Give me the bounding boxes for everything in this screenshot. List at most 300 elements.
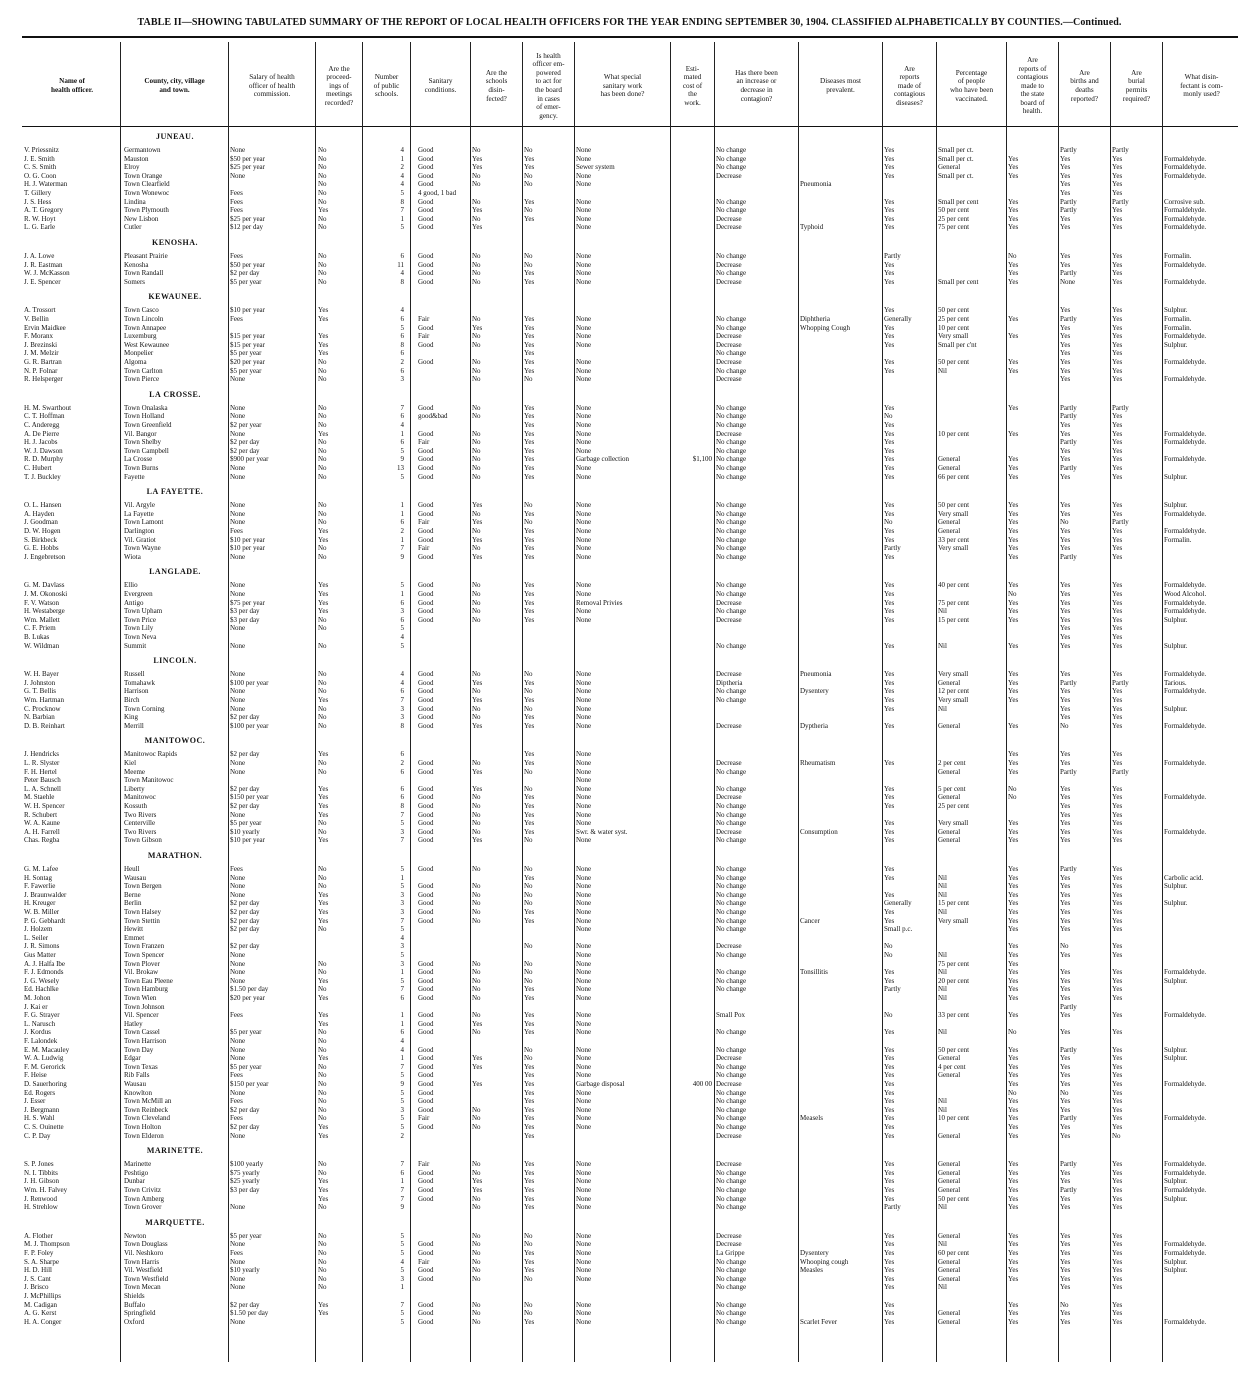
table-row — [0, 1011, 1259, 1020]
table-cell: Partly — [884, 1203, 901, 1212]
table-cell: No — [318, 1062, 327, 1071]
table-cell: No — [472, 472, 481, 481]
table-cell: Diptheria — [716, 678, 743, 687]
table-cell — [1008, 189, 1058, 198]
table-cell: Yes — [524, 1019, 535, 1028]
table-cell: Yes — [524, 464, 535, 472]
table-cell: Good — [418, 836, 434, 845]
table-cell — [1112, 960, 1160, 969]
table-cell: Town Campbell — [124, 446, 169, 455]
table-cell: None — [576, 590, 592, 598]
table-cell: Good — [418, 784, 434, 793]
table-cell: 6 — [400, 687, 404, 696]
table-cell: No change — [716, 412, 747, 421]
table-cell: No — [318, 1240, 327, 1249]
table-cell: Yes — [472, 501, 483, 510]
table-cell: J. H. Gibson — [24, 1177, 60, 1186]
table-row — [0, 934, 1259, 943]
table-cell: 50 per cent — [938, 1045, 970, 1054]
table-cell — [800, 819, 880, 828]
table-cell: Yes — [472, 223, 483, 232]
table-cell: Nil — [938, 882, 947, 891]
table-cell: No change — [716, 1114, 747, 1123]
table-cell: 4 — [400, 171, 404, 180]
table-cell: No change — [716, 421, 747, 429]
table-row — [0, 1283, 1259, 1292]
table-cell: Town Harris — [124, 1257, 160, 1266]
table-cell: $10 per year — [230, 836, 265, 845]
table-cell: None — [576, 819, 592, 828]
table-cell: No — [318, 1105, 327, 1114]
table-cell: Wm. Hartman — [24, 696, 65, 704]
table-cell: Partly — [1060, 767, 1077, 776]
table-cell — [800, 544, 880, 553]
table-cell — [800, 1063, 880, 1072]
county-heading: KEWAUNEE. — [148, 292, 202, 302]
table-cell — [716, 1020, 796, 1029]
table-cell: Sulphur. — [1164, 641, 1188, 650]
table-row — [0, 1028, 1259, 1037]
table-cell: Yes — [1008, 951, 1019, 959]
table-cell: 5 — [400, 951, 404, 959]
table-cell: F. Moranx — [24, 332, 53, 341]
table-cell — [524, 925, 572, 934]
table-cell — [716, 994, 796, 1003]
table-cell: No change — [716, 1071, 747, 1080]
table-cell: Yes — [1112, 750, 1123, 759]
table-cell — [418, 776, 468, 785]
table-cell: None — [230, 464, 246, 472]
table-cell: Yes — [884, 1194, 895, 1203]
table-cell: Good — [418, 1028, 434, 1037]
table-cell — [800, 1123, 880, 1132]
table-cell — [1060, 934, 1108, 943]
table-cell: Yes — [1008, 163, 1019, 172]
table-cell: C. S. Ouinette — [24, 1123, 64, 1131]
table-cell — [672, 1037, 712, 1046]
table-cell: No — [318, 1088, 327, 1097]
table-cell — [672, 261, 712, 270]
table-cell: Yes — [318, 810, 329, 819]
table-cell: Yes — [1112, 607, 1123, 616]
table-cell: Good — [418, 827, 434, 836]
table-cell: Yes — [1008, 678, 1019, 687]
table-cell: W. J. Dawson — [24, 446, 63, 455]
table-cell: No — [472, 358, 481, 366]
table-cell: L. Seiler — [24, 933, 49, 942]
table-cell: Yes — [318, 899, 329, 908]
table-cell — [800, 1046, 880, 1055]
table-cell: Yes — [1060, 696, 1071, 704]
table-cell — [672, 341, 712, 350]
table-cell: Yes — [1112, 1114, 1123, 1123]
table-cell: None — [576, 916, 592, 925]
table-cell — [472, 624, 520, 633]
table-cell: No — [318, 670, 327, 679]
table-cell: Nil — [938, 951, 947, 959]
table-cell — [1112, 1292, 1160, 1301]
table-cell — [800, 599, 880, 608]
table-cell: Berne — [124, 890, 141, 899]
table-cell: Decrease — [716, 375, 742, 384]
table-cell: None — [230, 959, 246, 968]
table-cell — [418, 942, 468, 951]
table-cell: Yes — [524, 1123, 535, 1131]
table-cell: No change — [716, 323, 747, 332]
table-cell: Scarlet Fever — [800, 1317, 838, 1326]
table-cell: Yes — [318, 590, 329, 598]
table-cell: Yes — [318, 581, 329, 590]
table-cell: Yes — [524, 802, 535, 810]
table-cell: Pneumonia — [800, 180, 832, 189]
table-cell: New Lisbon — [124, 214, 159, 223]
table-cell: No — [472, 214, 481, 223]
table-cell: Yes — [524, 1257, 535, 1266]
table-cell: Springfield — [124, 1309, 156, 1318]
table-cell: None — [576, 464, 592, 472]
table-cell: Yes — [884, 206, 895, 215]
table-cell: Yes — [884, 1054, 895, 1063]
table-cell: Yes — [1060, 1080, 1071, 1088]
county-heading: MARINETTE. — [146, 1146, 204, 1156]
table-cell: $3 per day — [230, 615, 260, 624]
table-cell: Decrease — [716, 670, 742, 679]
table-cell: Yes — [1112, 985, 1123, 994]
table-cell: None — [576, 810, 592, 819]
table-cell: Yes — [884, 802, 895, 810]
table-cell: No — [472, 1274, 481, 1283]
table-cell: 15 per cent — [938, 615, 970, 624]
table-cell: Yes — [1008, 501, 1019, 510]
table-cell: Decrease — [716, 1231, 742, 1240]
table-cell: None — [576, 269, 592, 278]
table-cell: Partly — [1112, 403, 1129, 412]
table-cell: Yes — [1060, 882, 1071, 891]
table-cell — [800, 163, 880, 172]
table-cell: Yes — [884, 1045, 895, 1054]
table-cell — [938, 269, 1006, 278]
table-cell: None — [230, 501, 246, 510]
table-cell: Formaldehyde. — [1164, 687, 1207, 696]
table-cell: Yes — [1112, 349, 1123, 358]
table-cell: Formalin. — [1164, 535, 1192, 544]
table-cell: No — [524, 180, 533, 189]
table-row — [0, 1106, 1259, 1115]
table-cell: Yes — [1008, 899, 1019, 908]
table-cell: No change — [716, 1186, 747, 1194]
table-cell: Wausau — [124, 1080, 146, 1088]
table-cell: No — [1112, 1131, 1121, 1140]
table-cell: Good — [418, 1309, 434, 1318]
table-cell: No — [472, 1203, 481, 1212]
table-cell: No — [524, 959, 533, 968]
table-cell — [938, 934, 1006, 943]
table-cell: Good — [418, 696, 434, 704]
table-cell: Town Manitowoc — [124, 776, 174, 785]
table-cell: Yes — [1112, 464, 1123, 472]
table-cell: General — [938, 1168, 961, 1177]
table-cell: No — [472, 1160, 481, 1169]
table-cell: No — [472, 615, 481, 624]
table-row — [0, 750, 1259, 759]
table-row — [0, 404, 1259, 413]
table-cell: Yes — [1112, 412, 1123, 421]
table-cell: No — [318, 180, 327, 189]
table-cell: N. Barbian — [24, 713, 55, 722]
table-cell: Good — [418, 1177, 434, 1186]
table-cell: Nil — [938, 908, 947, 916]
table-cell: Good — [418, 704, 434, 713]
table-cell — [1060, 1020, 1108, 1029]
table-cell — [800, 607, 880, 616]
table-cell: Yes — [1112, 306, 1123, 315]
table-cell: None — [230, 1203, 246, 1212]
table-row — [0, 1089, 1259, 1098]
table-cell: Yes — [318, 994, 329, 1002]
table-cell: Yes — [1060, 340, 1071, 349]
table-cell: 5 — [400, 865, 404, 873]
table-cell: J. Holzem — [24, 925, 53, 934]
table-cell — [418, 1232, 468, 1241]
table-cell: 4 — [400, 146, 404, 154]
table-cell: Sulphur. — [1164, 472, 1188, 481]
table-cell: Yes — [1008, 1114, 1019, 1123]
table-cell: No — [318, 1257, 327, 1266]
table-cell — [524, 934, 572, 943]
table-cell: Yes — [1112, 1266, 1123, 1275]
table-cell: Yes — [1008, 908, 1019, 916]
table-cell: G. M. Lafee — [24, 865, 59, 873]
table-row — [0, 874, 1259, 883]
table-cell: None — [576, 1123, 592, 1131]
table-cell: Birch — [124, 696, 140, 704]
table-cell — [672, 501, 712, 510]
table-cell: Mauston — [124, 154, 149, 163]
table-cell: No change — [716, 865, 747, 873]
table-cell: None — [230, 375, 246, 384]
table-cell: 1 — [400, 501, 404, 510]
table-cell — [576, 1283, 668, 1292]
table-cell: Yes — [884, 1062, 895, 1071]
table-cell: Kenosha — [124, 260, 149, 269]
table-cell: Ellio — [124, 581, 138, 590]
table-cell: Yes — [1008, 171, 1019, 180]
table-cell — [1164, 696, 1240, 705]
table-cell — [672, 1232, 712, 1241]
table-row — [0, 1275, 1259, 1284]
table-cell: Yes — [1112, 1317, 1123, 1326]
table-cell: Yes — [1060, 581, 1071, 590]
table-cell — [800, 925, 880, 934]
table-cell: Yes — [884, 1317, 895, 1326]
table-cell: 2 — [400, 1131, 404, 1140]
table-cell — [472, 349, 520, 358]
table-cell: No — [318, 403, 327, 412]
table-row — [0, 553, 1259, 562]
table-cell: 5 — [400, 446, 404, 455]
table-row — [0, 802, 1259, 811]
table-cell: Town Harrison — [124, 1037, 167, 1045]
table-cell: None — [576, 206, 592, 215]
table-cell: W. A. Kaune — [24, 819, 60, 828]
table-cell: Yes — [318, 206, 329, 215]
table-cell: $25 yearly — [230, 1177, 260, 1186]
table-cell — [800, 1177, 880, 1186]
column-header: Are reports made of contagious diseases? — [893, 64, 926, 107]
table-cell: J. Engebretson — [24, 552, 66, 561]
table-cell: No change — [716, 968, 747, 977]
table-cell: Good — [418, 882, 434, 891]
table-cell: Formaldehyde. — [1164, 607, 1207, 616]
table-cell: Lindina — [124, 197, 146, 206]
table-cell — [800, 1132, 880, 1141]
table-cell: Yes — [1112, 704, 1123, 713]
table-row — [0, 189, 1259, 198]
column-header: Name of health officer. — [50, 77, 94, 94]
table-cell: R. D. Murphy — [24, 455, 64, 464]
table-cell: No — [524, 882, 533, 891]
table-cell: 1 — [400, 429, 404, 438]
table-cell: 2 — [400, 759, 404, 767]
table-cell: No — [472, 1266, 481, 1275]
table-cell: Dunbar — [124, 1177, 145, 1186]
table-cell — [884, 375, 934, 384]
table-cell: Yes — [318, 836, 329, 845]
table-cell: Yes — [1060, 429, 1071, 438]
table-cell: Yes — [524, 315, 535, 323]
table-cell: 50 per cent — [938, 1194, 970, 1203]
table-cell: Good — [418, 1249, 434, 1257]
table-cell — [418, 1003, 468, 1012]
table-cell: Partly — [1112, 197, 1129, 206]
table-cell: La Fayette — [124, 509, 154, 518]
table-row — [0, 768, 1259, 777]
table-cell: Very small — [938, 509, 969, 518]
table-cell: Yes — [1060, 916, 1071, 925]
table-cell: Yes — [318, 349, 329, 358]
table-cell: V. Priessnitz — [24, 146, 59, 154]
table-cell: None — [576, 959, 592, 968]
table-cell: No — [524, 518, 533, 527]
table-cell — [800, 269, 880, 278]
table-cell: No — [472, 1317, 481, 1326]
table-cell: Decrease — [716, 358, 742, 366]
table-cell: Summit — [124, 641, 147, 650]
table-cell: $10 per year — [230, 306, 265, 315]
table-cell — [800, 679, 880, 688]
table-cell: 7 — [400, 403, 404, 412]
table-cell: Good — [418, 323, 434, 332]
table-cell: Yes — [1008, 942, 1019, 951]
table-cell: Partly — [884, 544, 901, 553]
table-cell — [1008, 1037, 1058, 1046]
table-cell: Good — [418, 501, 434, 510]
table-cell: 5 — [400, 1097, 404, 1106]
table-cell — [800, 1080, 880, 1089]
table-cell: Yes — [1008, 865, 1019, 873]
table-cell: Good — [418, 899, 434, 908]
table-cell: Yes — [884, 793, 895, 802]
table-cell: Yes — [1060, 641, 1071, 650]
table-cell: Yes — [884, 1300, 895, 1309]
table-cell: 7 — [400, 810, 404, 819]
table-cell — [800, 1232, 880, 1241]
county-heading: MARATHON. — [147, 851, 203, 860]
table-cell: Vil. Spencer — [124, 1011, 159, 1020]
table-cell — [800, 581, 880, 590]
table-cell — [716, 1292, 796, 1301]
table-cell: No — [318, 1168, 327, 1177]
table-cell: None — [576, 1019, 592, 1028]
table-cell: $5 per year — [230, 1062, 262, 1071]
table-cell: A. H. Farrell — [24, 827, 60, 836]
table-cell — [672, 1195, 712, 1204]
column-header: What disin- fectant is com- monly used? — [1180, 73, 1223, 99]
table-cell: Yes — [1112, 340, 1123, 349]
table-cell — [800, 155, 880, 164]
table-cell — [1164, 1292, 1240, 1301]
table-cell — [938, 189, 1006, 198]
table-cell: No — [318, 959, 327, 968]
table-cell: 7 — [400, 1160, 404, 1169]
table-cell: General — [938, 1186, 961, 1194]
table-cell — [672, 1160, 712, 1169]
table-cell — [800, 375, 880, 384]
table-cell: Town Stettin — [124, 916, 160, 925]
table-cell: No — [472, 1028, 481, 1037]
table-cell: Measels — [800, 1114, 823, 1123]
table-cell: Yes — [472, 1177, 483, 1186]
table-cell: 3 — [400, 890, 404, 899]
table-cell — [800, 891, 880, 900]
table-cell — [800, 189, 880, 198]
table-cell: Good — [418, 455, 434, 464]
table-cell: None — [576, 197, 592, 206]
table-cell: Yes — [884, 1186, 895, 1194]
table-cell: Yes — [1060, 873, 1071, 882]
table-cell: Yes — [1112, 899, 1123, 908]
table-cell: No — [472, 819, 481, 828]
table-cell: None — [576, 750, 592, 759]
table-cell — [716, 776, 796, 785]
table-cell — [472, 874, 520, 883]
table-cell: J. E. Spencer — [24, 277, 61, 286]
table-cell — [800, 1020, 880, 1029]
table-cell — [672, 1003, 712, 1012]
table-cell — [800, 1037, 880, 1046]
table-cell: No — [318, 624, 327, 633]
table-cell — [938, 412, 1006, 421]
table-cell: Yes — [884, 1177, 895, 1186]
table-cell: Decrease — [716, 223, 742, 232]
table-cell: Partly — [1112, 518, 1129, 527]
table-cell: Yes — [1008, 1274, 1019, 1283]
table-cell — [672, 687, 712, 696]
table-cell: Yes — [318, 1054, 329, 1063]
table-cell — [1164, 925, 1240, 934]
table-cell: $3 per day — [230, 1186, 260, 1194]
table-cell — [1164, 1063, 1240, 1072]
table-cell: 5 — [400, 624, 404, 633]
table-cell: Good — [418, 171, 434, 180]
table-cell: No — [318, 163, 327, 172]
table-cell: Yes — [318, 1123, 329, 1131]
table-cell: Yes — [884, 366, 895, 375]
table-cell — [800, 785, 880, 794]
table-cell: Yes — [884, 438, 895, 447]
table-cell — [884, 960, 934, 969]
table-cell: $2 per day — [230, 925, 260, 934]
